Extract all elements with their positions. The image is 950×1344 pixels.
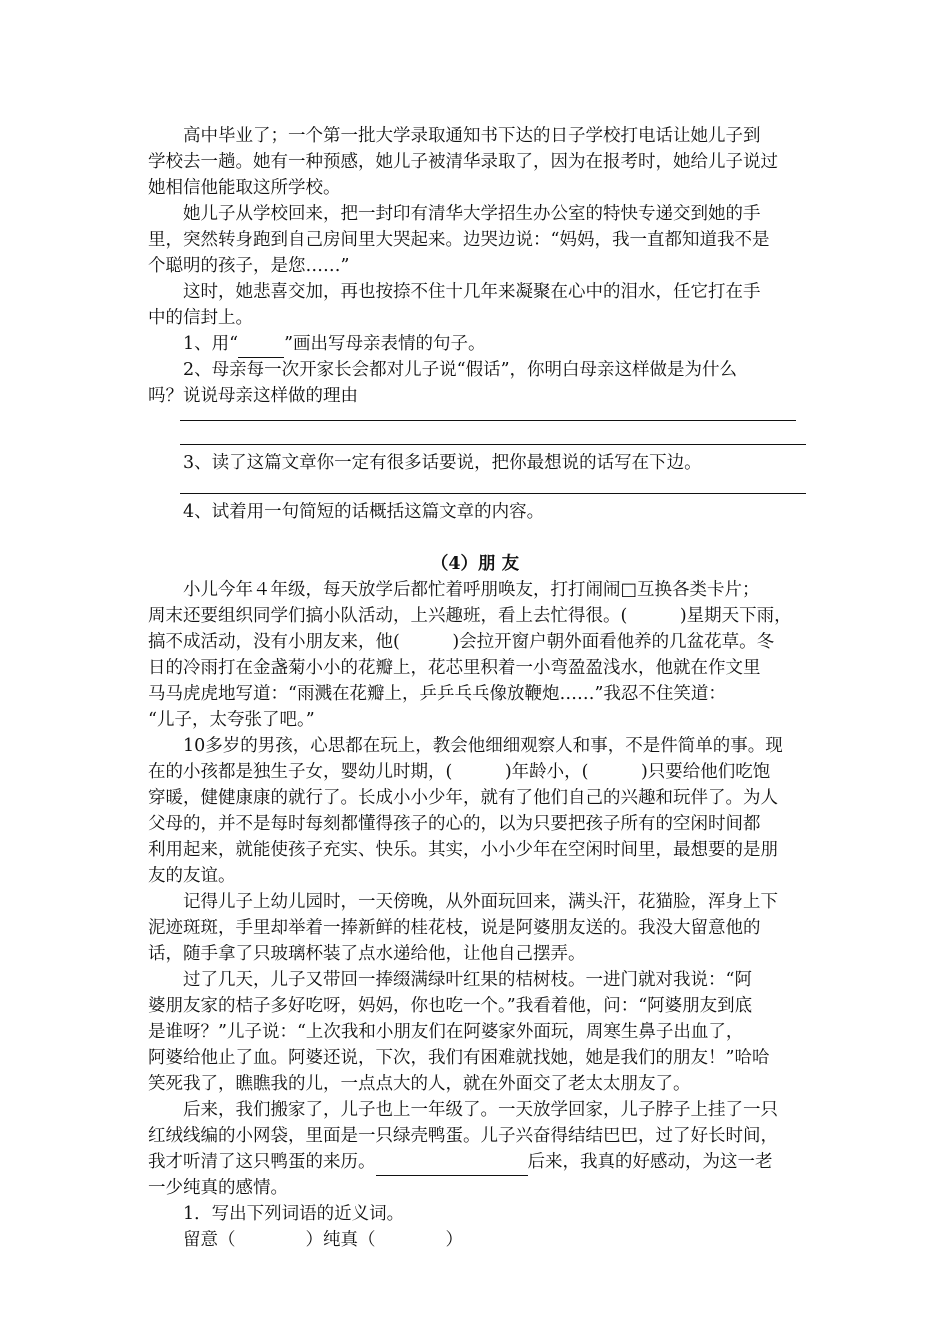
p4-text-line-blank: 我才听清了这只鸭蛋的来历。 后来，我真的好感动，为这一老 [148,1149,773,1176]
question-3: 3、读了这篇文章你一定有很多话要说，把你最想说的话写在下边。 [183,453,702,473]
p4-text-line: 友的友谊。 [148,866,236,886]
p3-text-line: 个聪明的孩子，是您……” [148,256,350,276]
fill-blank-line[interactable] [376,1149,528,1176]
p4-text-line: 笑死我了，瞧瞧我的儿，一点点大的人，就在外面交了老太太朋友了。 [148,1074,691,1094]
question-synonyms: 1．写出下列词语的近义词。 [183,1204,405,1224]
p3-text-line: 她相信他能取这所学校。 [148,178,341,198]
p4-text-line: 小儿今年４年级，每天放学后都忙着呼朋唤友，打打闹闹□互换各类卡片； [183,580,760,600]
p3-text-line: 里，突然转身跑到自己房间里大哭起来。边哭边说：“妈妈，我一直都知道我不是 [148,230,770,250]
p3-text-line: 这时，她悲喜交加，再也按捺不住十几年来凝聚在心中的泪水，任它打在手 [183,282,761,302]
p4-text-line: “儿子，太夸张了吧。” [148,710,315,730]
p3-text-line: 学校去一趟。她有一种预感，她儿子被清华录取了，因为在报考时，她给儿子说过 [148,152,778,172]
p4-text-line: 穿暖，健健康康的就行了。长成小小少年，就有了他们自己的兴趣和玩伴了。为人 [148,788,778,808]
p4-text-line: 搞不成活动，没有小朋友来，他( )会拉开窗户朝外面看他养的几盆花草。冬 [148,632,775,652]
p4-text-line: 阿婆给他止了血。阿婆还说，下次，我们有困难就找她，她是我们的朋友！”哈哈 [148,1048,770,1068]
p4-text-line: 10多岁的男孩，心思都在玩上，教会他细细观察人和事，不是件简单的事。现 [183,736,783,756]
p4-text-line: 马马虎虎地写道：“雨溅在花瓣上，乒乒乓乓像放鞭炮……”我忍不住笑道： [148,684,726,704]
p4-text-line: 在的小孩都是独生子女，婴幼儿时期，( )年龄小，( )只要给他们吃饱 [148,762,771,782]
underline-sample [238,331,284,358]
question-1: 1、用“ ”画出写母亲表情的句子。 [183,331,486,358]
p3-text-line: 高中毕业了；一个第一批大学录取通知书下达的日子学校打电话让她儿子到 [183,126,761,146]
p4-text-line: 一少纯真的感情。 [148,1178,288,1198]
p4-text-line: 话，随手拿了只玻璃杯装了点水递给他，让他自己摆弄。 [148,944,586,964]
synonym-blanks: 留意（ ）纯真（ ） [183,1230,463,1250]
question-2: 2、母亲每一次开家长会都对儿子说“假话”，你明白母亲这样做是为什么 [183,360,738,380]
p4-text-line: 父母的，并不是每时每刻都懂得孩子的心的，以为只要把孩子所有的空闲时间都 [148,814,761,834]
passage-title: （4）朋 友 [430,554,520,574]
p3-text-line: 她儿子从学校回来，把一封印有清华大学招生办公室的特快专递交到她的手 [183,204,761,224]
p4-text-line: 泥迹斑斑，手里却举着一捧新鲜的桂花枝，说是阿婆朋友送的。我没大留意他的 [148,918,761,938]
p4-text-line: 周末还要组织同学们搞小队活动，上兴趣班，看上去忙得很。( )星期天下雨， [148,606,792,626]
p4-text-line: 红绒线编的小网袋，里面是一只绿壳鸭蛋。儿子兴奋得结结巴巴，过了好长时间， [148,1126,778,1146]
p4-text-line: 是谁呀？”儿子说：“上次我和小朋友们在阿婆家外面玩，周寒生鼻子出血了， [148,1022,744,1042]
answer-line[interactable] [180,420,796,421]
p4-text-line: 记得儿子上幼儿园时，一天傍晚，从外面玩回来，满头汗，花猫脸，浑身上下 [183,892,778,912]
p4-text-line: 过了几天，儿子又带回一捧缀满绿叶红果的桔树枝。一进门就对我说：“阿 [183,970,752,990]
p3-text-line: 中的信封上。 [148,308,253,328]
question-4: 4、试着用一句简短的话概括这篇文章的内容。 [183,502,545,522]
p4-text-line: 利用起来，就能使孩子充实、快乐。其实，小小少年在空闲时间里，最想要的是朋 [148,840,778,860]
answer-line[interactable] [180,493,806,494]
p4-text-line: 日的冷雨打在金盏菊小小的花瓣上，花芯里积着一小弯盈盈浅水，他就在作文里 [148,658,761,678]
p4-text-line: 后来，我们搬家了，儿子也上一年级了。一天放学回家，儿子脖子上挂了一只 [183,1100,778,1120]
p4-text-line: 婆朋友家的桔子多好吃呀，妈妈，你也吃一个。”我看着他，问：“阿婆朋友到底 [148,996,753,1016]
answer-line[interactable] [180,444,806,445]
question-2-cont: 吗？说说母亲这样做的理由 [148,386,358,406]
